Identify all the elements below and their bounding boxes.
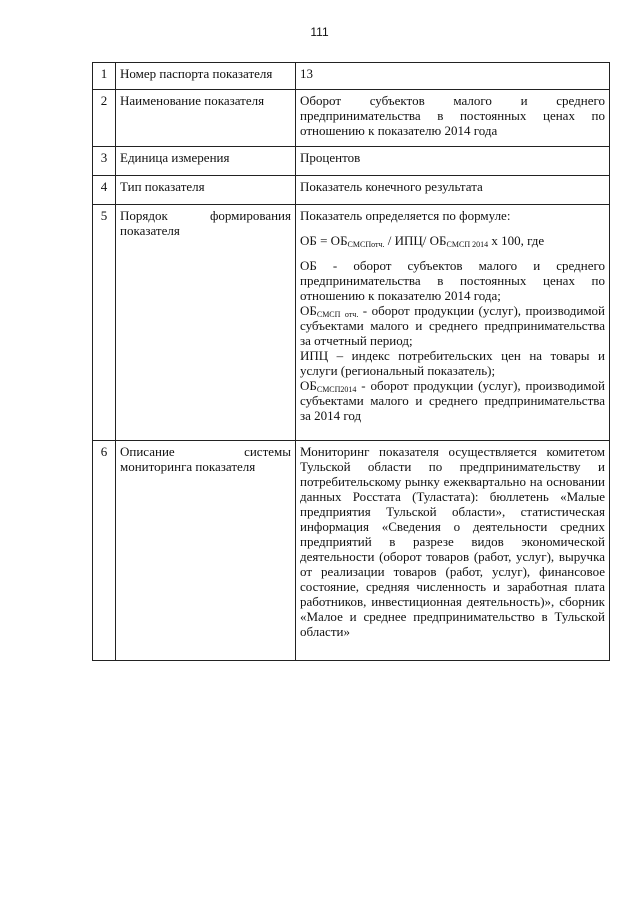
row-label: Номер паспорта показателя — [116, 63, 296, 90]
table-row — [93, 441, 610, 661]
formula: ОБ = $ОБ_{СМСПотч.} / ИПЦ/$ $ОБ_{СМСП 2014}$ x 100, где — [300, 233, 545, 249]
row-number: 2 — [93, 90, 116, 147]
indicator-passport-table — [92, 62, 610, 661]
definition-ob-smsp-2014: $ОБ_{СМСП2014}$ - оборот продукции (услуг), производимой субъектами малого и среднего предпринимательства за 2014 год — [300, 378, 605, 423]
row-value: Показатель конечного результата — [296, 176, 610, 205]
table-row — [93, 176, 610, 205]
formula-intro: Показатель определяется по формуле: — [300, 208, 511, 223]
row-label: Описание системы мониторинга показателя — [116, 441, 296, 661]
table-row — [93, 90, 610, 147]
row-number: 5 — [93, 205, 116, 441]
table-row — [93, 205, 610, 441]
page-number: 111 — [310, 25, 329, 39]
row-value: 13 — [296, 63, 610, 90]
table-row — [93, 63, 610, 90]
row-label: Наименование показателя — [116, 90, 296, 147]
row-number: 4 — [93, 176, 116, 205]
row-value: Мониторинг показателя осуществляется комитетом Тульской области по предпринимательству и потребительскому рынку ежеквартально на основании данных Росстата (Туластата): бюллетень «Малые предприятия Тульской области», статистическая информация «Сведения о деятельности средних предприятий в разрезе видов экономической деятельности (оборот товаров (работ, услуг), выручка от реализации товаров (работ, услуг), финансовое состояние, средняя численность и заработная плата работников, инвестиционная деятельность)», сборник «Малое и среднее предпринимательство в Тульской области» — [296, 441, 610, 661]
row-label: Тип показателя — [116, 176, 296, 205]
definition-ob-smsp-period: $ОБ_{СМСП}$ $_{отч.}$ - оборот продукции (услуг), производимой субъектами малого и среднего предпринимательства за отчетный период; — [300, 303, 605, 348]
row-value: Оборот субъектов малого и среднего предпринимательства в постоянных ценах по отношению к показателю 2014 года — [296, 90, 610, 147]
table-row — [93, 147, 610, 176]
row-number: 1 — [93, 63, 116, 90]
definition-ob: ОБ - оборот субъектов малого и среднего предпринимательства в постоянных ценах по отношению к показателю 2014 года; — [300, 258, 605, 303]
row-label: Единица измерения — [116, 147, 296, 176]
definition-ipc: ИПЦ – индекс потребительских цен на товары и услуги (региональный показатель); — [300, 348, 605, 378]
row-value: Процентов — [296, 147, 610, 176]
row-number: 6 — [93, 441, 116, 661]
row-label: Порядок формирования показателя — [116, 205, 296, 441]
row-number: 3 — [93, 147, 116, 176]
row-value — [296, 205, 610, 441]
